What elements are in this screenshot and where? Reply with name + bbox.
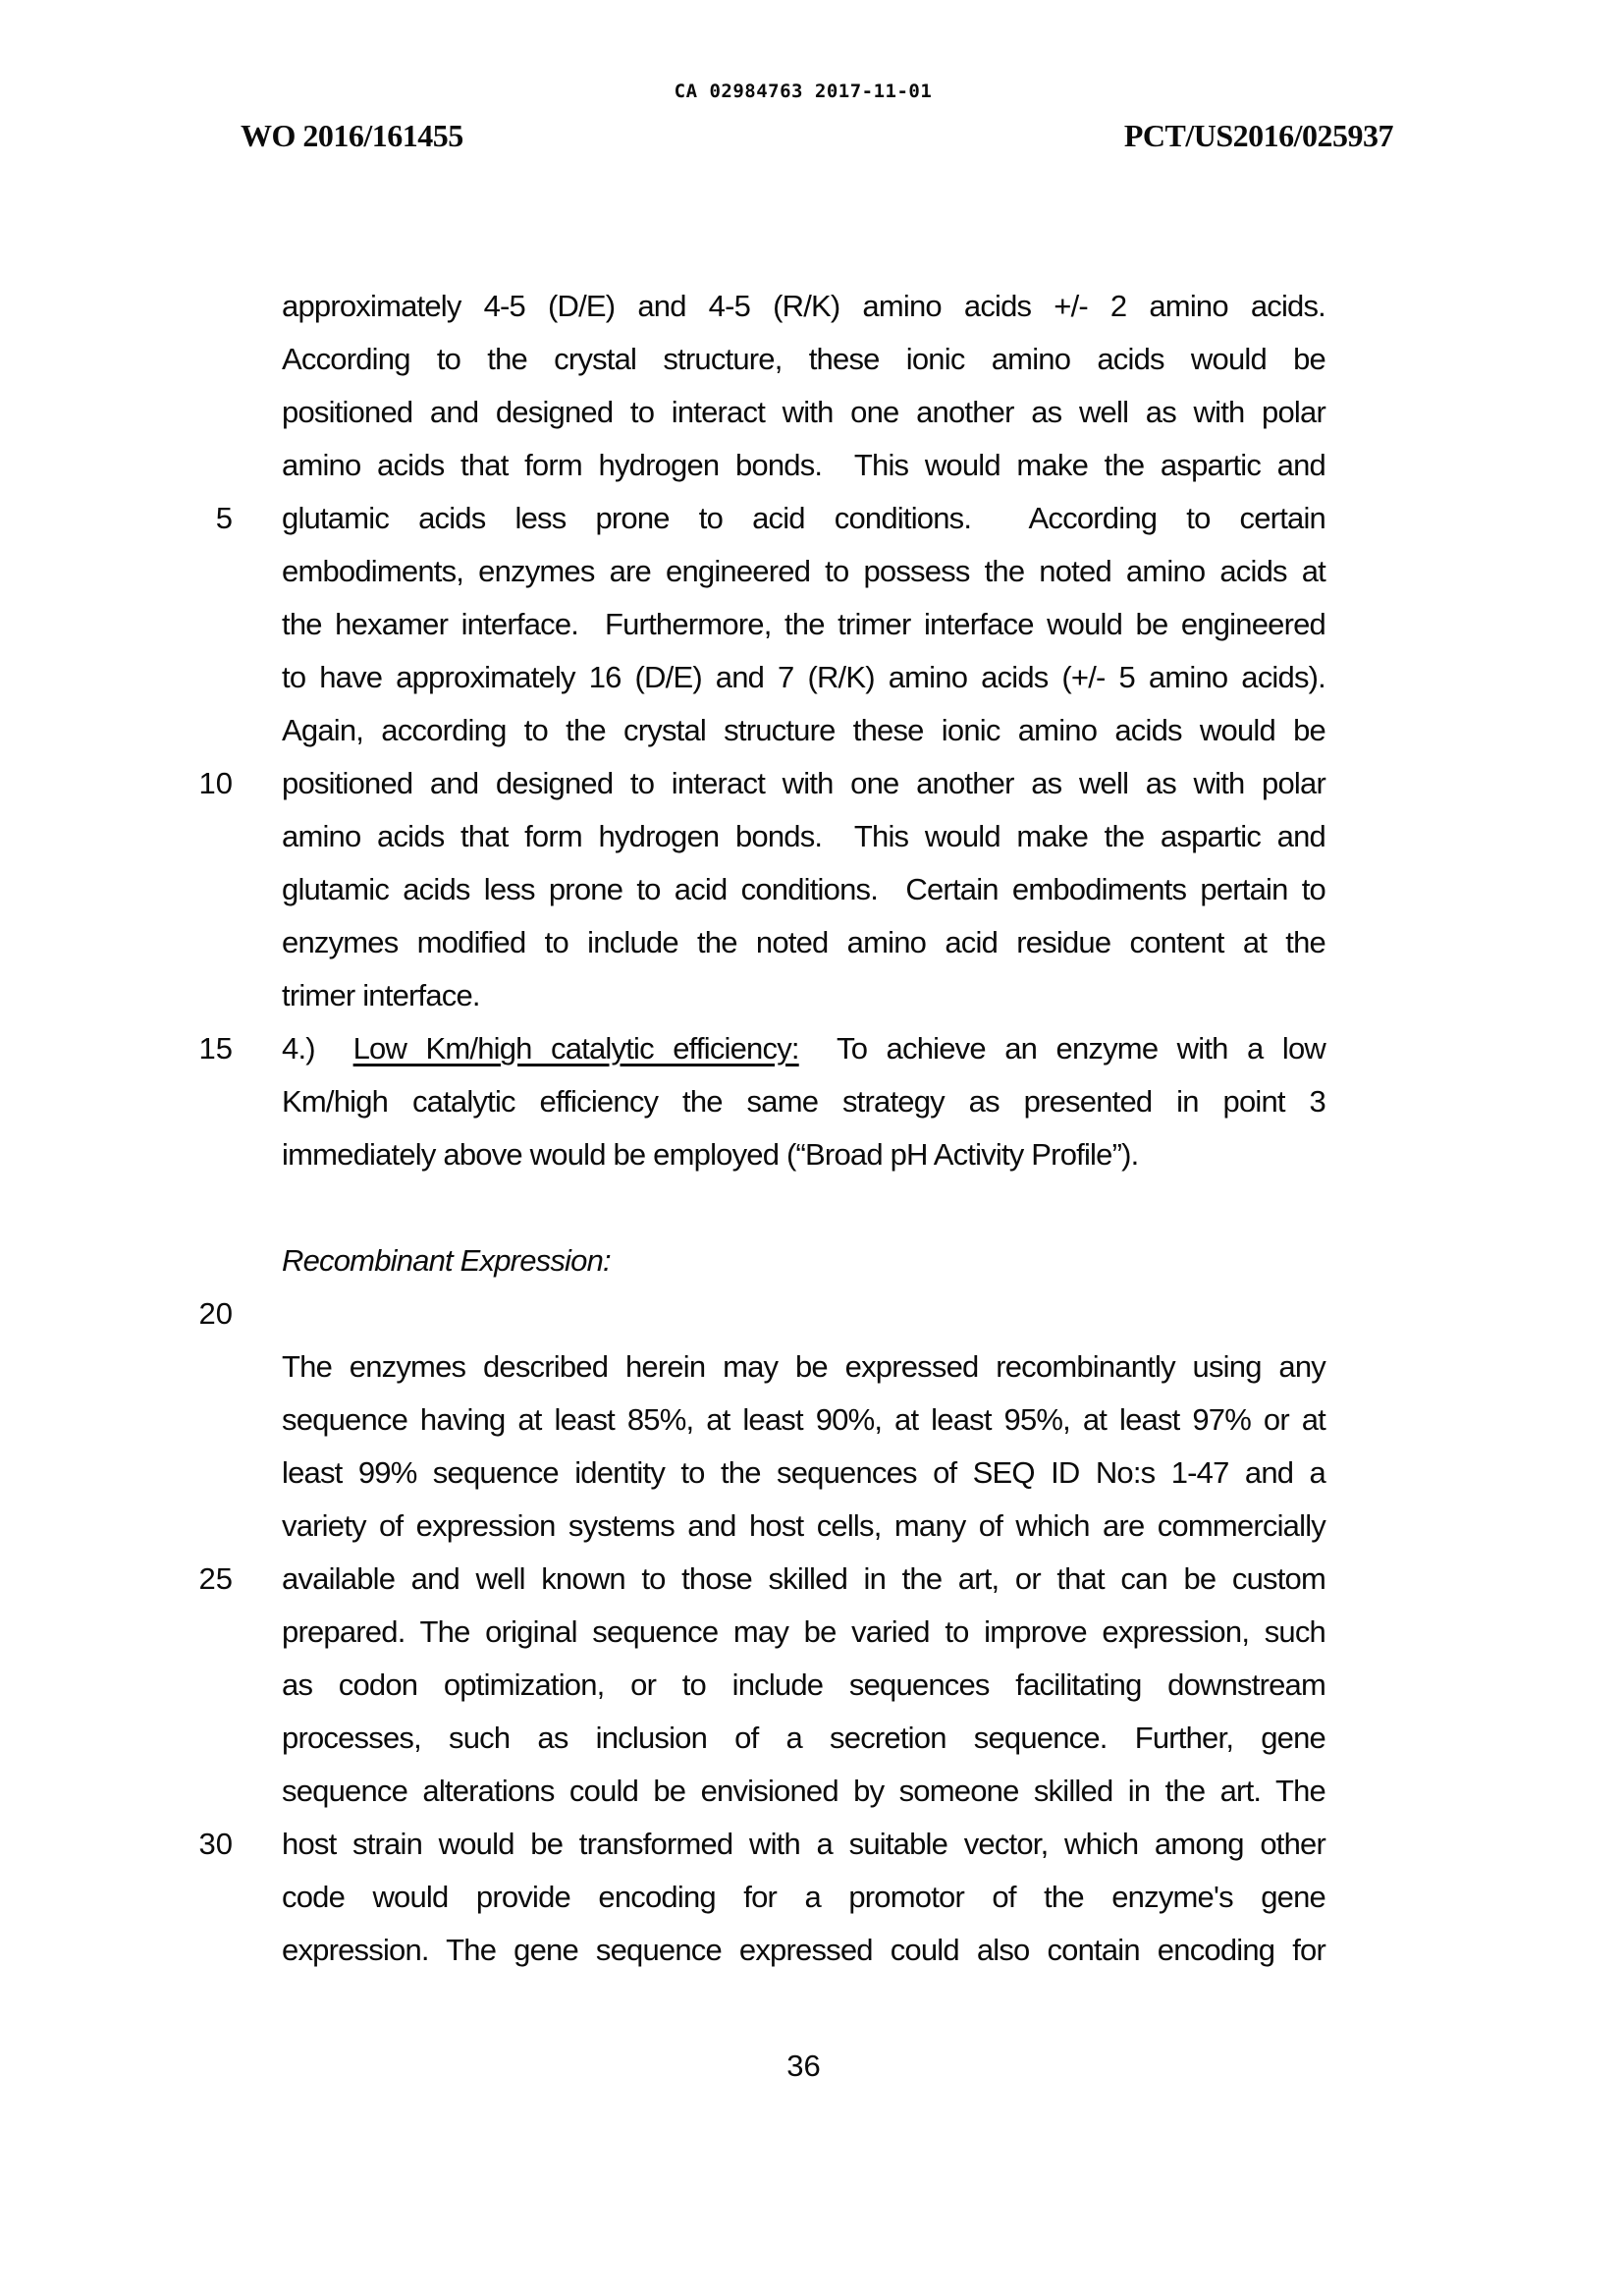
line-margin-number: 5 xyxy=(215,501,233,535)
text-line xyxy=(282,810,1325,863)
text-line xyxy=(282,598,1325,651)
line-text: embodiments, enzymes are engineered to possess the noted amino acids at xyxy=(282,554,1325,588)
text-line xyxy=(282,1606,1325,1659)
line-text: sequence having at least 85%, at least 90%, at least 95%, at least 97% or at xyxy=(282,1402,1325,1437)
line-margin-number: 10 xyxy=(198,766,233,800)
line-text: approximately 4-5 (D/E) and 4-5 (R/K) amino acids +/- 2 amino acids. xyxy=(282,289,1325,323)
text-line xyxy=(282,1871,1325,1924)
text-line xyxy=(198,1287,1325,1340)
line-margin-number: 15 xyxy=(198,1031,233,1066)
text-line xyxy=(282,969,1325,1022)
publication-number: WO 2016/161455 xyxy=(241,118,463,153)
text-line xyxy=(282,704,1325,757)
line-margin-number: 20 xyxy=(198,1296,233,1331)
line-text: as codon optimization, or to include sequences facilitating downstream xyxy=(282,1667,1325,1702)
line-text: The enzymes described herein may be expressed recombinantly using any xyxy=(282,1349,1325,1384)
line-text: Km/high catalytic efficiency the same strategy as presented in point 3 xyxy=(282,1084,1325,1119)
text-line xyxy=(282,439,1325,492)
text-line xyxy=(282,1659,1325,1712)
text-line xyxy=(215,492,1325,545)
text-line xyxy=(198,1022,1325,1075)
line-text: variety of expression systems and host cells, many of which are commercially xyxy=(282,1508,1325,1543)
text-line xyxy=(282,545,1325,598)
line-text: enzymes modified to include the noted amino acid residue content at the xyxy=(282,925,1325,959)
line-text: According to the crystal structure, these ionic amino acids would be xyxy=(282,342,1325,376)
text-line xyxy=(282,1712,1325,1765)
line-text: glutamic acids less prone to acid conditions. Certain embodiments pertain to xyxy=(282,872,1325,906)
line-text: sequence alterations could be envisioned by someone skilled in the art. The xyxy=(282,1774,1325,1808)
line-text: host strain would be transformed with a suitable vector, which among other xyxy=(282,1827,1325,1861)
line-text: positioned and designed to interact with one another as well as with polar xyxy=(282,766,1325,800)
ca-stamp: CA 02984763 2017-11-01 xyxy=(674,81,933,102)
line-text xyxy=(282,1287,1325,1340)
line-text: amino acids that form hydrogen bonds. This would make the aspartic and xyxy=(282,819,1325,853)
line-text: to have approximately 16 (D/E) and 7 (R/K) amino acids (+/- 5 amino acids). xyxy=(282,660,1325,694)
line-text: expression. The gene sequence expressed could also contain encoding for xyxy=(282,1933,1325,1967)
text-line xyxy=(282,1181,1325,1234)
text-line xyxy=(282,1924,1325,1977)
line-text: processes, such as inclusion of a secretion sequence. Further, gene xyxy=(282,1721,1325,1755)
text-line xyxy=(282,1500,1325,1553)
page-number: 36 xyxy=(786,2049,821,2083)
line-margin-number: 30 xyxy=(198,1827,233,1861)
line-text: Again, according to the crystal structure these ionic amino acids would be xyxy=(282,713,1325,747)
line-text: available and well known to those skilled in the art, or that can be custom xyxy=(282,1561,1325,1596)
text-line xyxy=(282,333,1325,386)
line-text: prepared. The original sequence may be varied to improve expression, such xyxy=(282,1614,1325,1649)
line-margin-number: 25 xyxy=(198,1561,233,1596)
line-text: positioned and designed to interact with one another as well as with polar xyxy=(282,395,1325,429)
text-line xyxy=(282,1340,1325,1394)
text-line xyxy=(198,757,1325,810)
line-text xyxy=(282,1181,1325,1234)
text-line xyxy=(282,1234,1325,1287)
line-text: Recombinant Expression: xyxy=(282,1243,611,1278)
text-line xyxy=(282,916,1325,969)
text-line xyxy=(198,1818,1325,1871)
text-line xyxy=(282,386,1325,439)
text-line xyxy=(282,1394,1325,1447)
text-line xyxy=(198,1553,1325,1606)
line-text: glutamic acids less prone to acid conditions. According to certain xyxy=(282,501,1325,535)
line-text: trimer interface. xyxy=(282,978,480,1012)
application-number: PCT/US2016/025937 xyxy=(1123,118,1393,153)
underlined-phrase: Low Km/high catalytic efficiency: xyxy=(352,1031,799,1066)
text-line xyxy=(282,863,1325,916)
line-text: amino acids that form hydrogen bonds. This would make the aspartic and xyxy=(282,448,1325,482)
text-line xyxy=(282,1128,1325,1181)
line-text: least 99% sequence identity to the sequences of SEQ ID No:s 1-47 and a xyxy=(282,1455,1325,1490)
text-line xyxy=(282,280,1325,333)
document-body xyxy=(198,280,1325,1977)
text-line xyxy=(282,1765,1325,1818)
text-line xyxy=(282,651,1325,704)
line-text: the hexamer interface. Furthermore, the trimer interface would be engineered xyxy=(282,607,1325,641)
text-line xyxy=(282,1447,1325,1500)
text-line xyxy=(282,1075,1325,1128)
line-text: code would provide encoding for a promotor of the enzyme's gene xyxy=(282,1880,1325,1914)
line-text: immediately above would be employed (“Broad pH Activity Profile”). xyxy=(282,1137,1139,1172)
line-text: 4.) Low Km/high catalytic efficiency: To achieve an enzyme with a low xyxy=(282,1031,1325,1066)
